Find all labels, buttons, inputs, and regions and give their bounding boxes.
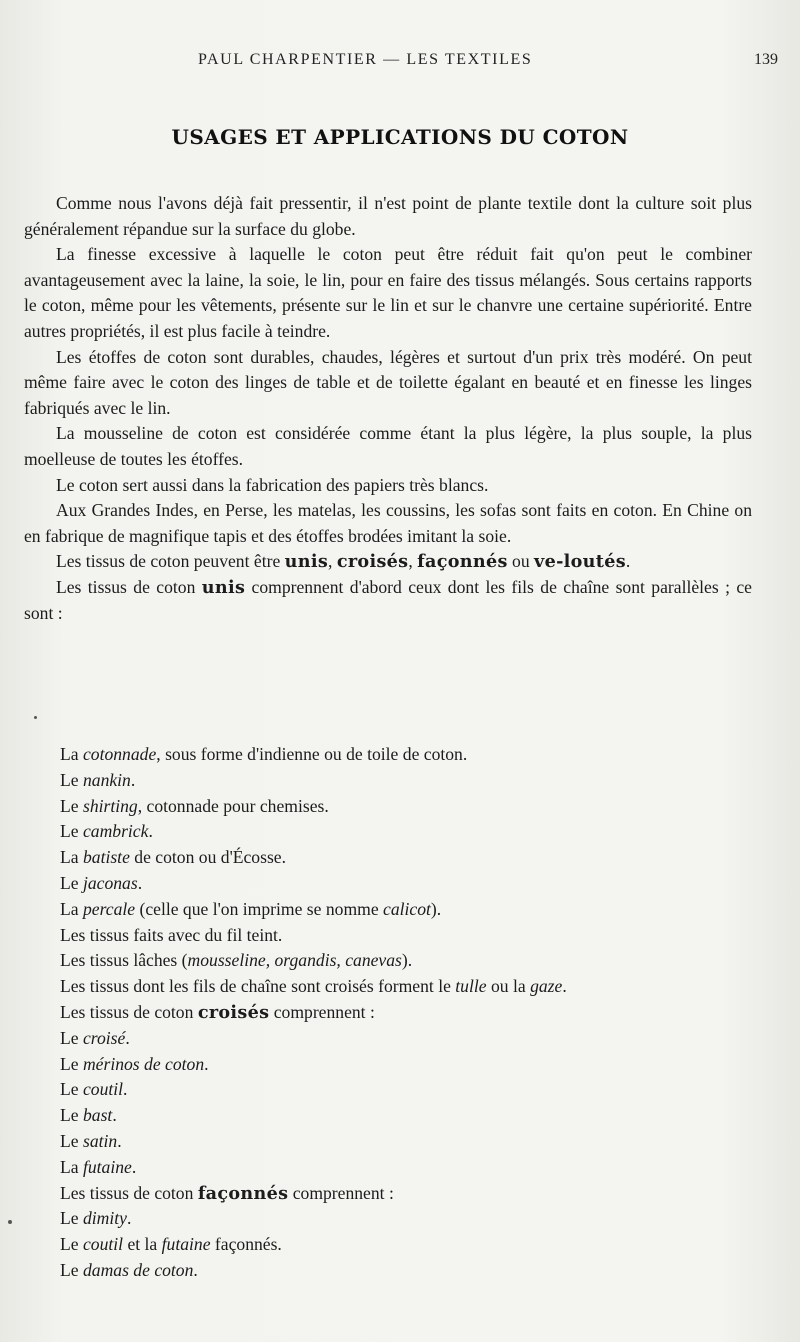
list-item bbox=[24, 1232, 752, 1258]
fabric-term: calicot bbox=[383, 898, 431, 919]
fabric-term: cambrick bbox=[82, 821, 149, 842]
term-unis: unis bbox=[284, 551, 329, 573]
text-run: ou bbox=[507, 551, 535, 572]
fabric-term: shirting bbox=[82, 795, 138, 816]
list-item: Les tissus faits avec du fil teint. bbox=[60, 924, 283, 945]
list-item bbox=[24, 1077, 752, 1103]
text-run: façonnés. bbox=[210, 1234, 282, 1255]
fabric-term: damas de coton bbox=[82, 1259, 194, 1280]
text-run: Les tissus lâches ( bbox=[60, 950, 188, 971]
list-item bbox=[24, 1103, 752, 1129]
fabric-term: cotonnade bbox=[82, 744, 157, 764]
text-run: . bbox=[112, 1105, 117, 1126]
list-item bbox=[24, 1258, 752, 1284]
fabric-term: mousseline, organdis, canevas bbox=[187, 950, 402, 971]
fabric-term: batiste bbox=[82, 847, 130, 868]
running-head bbox=[0, 51, 800, 75]
paragraph: La finesse excessive à laquelle le coton peut être réduit fait qu'on peut le combiner avantageusement avec la laine, la soie, le lin, pour en faire des tissus mélangés. Sous certains rapports le coton, même pour les vêtements, présente sur le lin et sur le chanvre une certaine supériorité. Entre autres propriétés, il est plus facile à teindre. bbox=[24, 244, 752, 341]
paragraph bbox=[24, 575, 752, 626]
fabric-term: bast bbox=[82, 1105, 113, 1126]
text-run: Le bbox=[60, 872, 83, 893]
text-run: La bbox=[60, 898, 83, 919]
text-run: Les tissus dont les fils de chaîne sont croisés forment le bbox=[60, 976, 456, 997]
fabric-term: nankin bbox=[82, 769, 131, 790]
text-run: (celle que l'on imprime se nomme bbox=[135, 898, 384, 919]
text-run: Le bbox=[60, 1259, 83, 1280]
text-run: Le bbox=[60, 1130, 83, 1151]
text-run: . bbox=[204, 1053, 209, 1074]
text-run: Le bbox=[60, 1234, 83, 1255]
fabric-term: jaconas bbox=[82, 872, 138, 893]
text-run: ). bbox=[401, 950, 413, 971]
text-run: Le bbox=[60, 1079, 83, 1100]
text-run: , sous forme d'indienne ou de toile de coton. bbox=[156, 744, 468, 764]
list-item bbox=[24, 897, 752, 923]
text-run: comprennent d'abord ceux dont les fils de chaîne sont parallèles ; ce sont : bbox=[24, 576, 752, 623]
fabric-term: futaine bbox=[161, 1234, 211, 1255]
text-run: , bbox=[408, 551, 418, 572]
text-run: . bbox=[123, 1079, 128, 1100]
text-run: comprennent : bbox=[288, 1182, 394, 1203]
text-run: . bbox=[126, 1208, 132, 1229]
text-run: . bbox=[193, 1259, 198, 1280]
term-faconnes: façonnés bbox=[197, 1182, 289, 1204]
fabric-term: percale bbox=[82, 898, 136, 919]
text-run: Les tissus de coton bbox=[60, 1001, 198, 1022]
list-item bbox=[24, 768, 752, 794]
text-run: Les tissus de coton bbox=[60, 1182, 198, 1203]
fabric-term: coutil bbox=[82, 1234, 124, 1255]
text-run: . bbox=[625, 551, 631, 572]
text-run: . bbox=[131, 1156, 137, 1177]
list-item bbox=[24, 1026, 752, 1052]
term-veloutes: ve-loutés bbox=[534, 551, 626, 573]
list-item bbox=[24, 819, 752, 845]
paragraph: Le coton sert aussi dans la fabrication des papiers très blancs. bbox=[56, 474, 489, 495]
text-run: de coton ou d'Écosse. bbox=[129, 847, 286, 868]
ink-speck bbox=[34, 716, 37, 719]
list-item bbox=[24, 845, 752, 871]
paragraph: Comme nous l'avons déjà fait pressentir, il n'est point de plante textile dont la culture soit plus généralement répandue sur la surface du globe. bbox=[24, 193, 752, 239]
text-run: La bbox=[60, 847, 83, 868]
fabric-term: croisé bbox=[82, 1027, 126, 1048]
running-title: PAUL CHARPENTIER — LES TEXTILES bbox=[198, 51, 533, 68]
text-run: ). bbox=[430, 898, 442, 919]
fabric-term: mérinos de coton bbox=[82, 1053, 205, 1074]
list-item bbox=[24, 742, 752, 768]
list-item bbox=[24, 1000, 752, 1026]
list-item bbox=[24, 1129, 752, 1155]
paragraph bbox=[24, 549, 752, 575]
term-faconnes: façonnés bbox=[417, 551, 508, 573]
text-run: La bbox=[60, 1156, 83, 1177]
paragraph: Les étoffes de coton sont durables, chaudes, légères et surtout d'un prix très modéré. On peut même faire avec le coton des linges de table et de toilette égalant en beauté et en finesse les linges fabriqués avec le lin. bbox=[24, 346, 752, 418]
text-run: La bbox=[60, 744, 83, 764]
fabric-term: futaine bbox=[82, 1156, 132, 1177]
list-item bbox=[24, 871, 752, 897]
term-croises: croisés bbox=[197, 1001, 270, 1023]
section-title: USAGES ET APPLICATIONS DU COTON bbox=[171, 125, 629, 149]
list-item bbox=[24, 1181, 752, 1207]
fabric-list bbox=[24, 742, 752, 1284]
text-run: Le bbox=[60, 1105, 83, 1126]
list-item bbox=[24, 974, 752, 1000]
text-run: . bbox=[117, 1130, 122, 1151]
list-item bbox=[24, 794, 752, 820]
term-unis: unis bbox=[201, 576, 246, 598]
text-run: Les tissus de coton peuvent être bbox=[56, 551, 285, 572]
text-run: Le bbox=[60, 1208, 83, 1229]
text-run: Le bbox=[60, 1053, 83, 1074]
term-croises: croisés bbox=[336, 551, 409, 573]
text-run: Le bbox=[60, 795, 83, 816]
fabric-term: dimity bbox=[82, 1208, 127, 1229]
text-run: . bbox=[562, 976, 567, 997]
fabric-term: gaze bbox=[530, 976, 563, 997]
fabric-term: satin bbox=[82, 1130, 118, 1151]
ink-speck bbox=[8, 1220, 12, 1224]
text-run: Le bbox=[60, 1027, 83, 1048]
paragraph: Aux Grandes Indes, en Perse, les matelas, les coussins, les sofas sont faits en coton. En Chine on en fabrique de magnifique tapis et des étoffes brodées imitant la soie. bbox=[24, 500, 752, 546]
text-run: . bbox=[130, 769, 136, 790]
text-run: Le bbox=[60, 769, 83, 790]
text-run: . bbox=[148, 821, 153, 842]
text-run: comprennent : bbox=[269, 1001, 375, 1022]
text-run: ou la bbox=[486, 976, 531, 997]
text-run: Les tissus de coton bbox=[56, 576, 202, 597]
fabric-term: coutil bbox=[82, 1079, 124, 1100]
body-text bbox=[24, 191, 752, 626]
text-run: . bbox=[125, 1027, 130, 1048]
text-run: . bbox=[137, 872, 143, 893]
page-number: 139 bbox=[754, 51, 778, 68]
paragraph: La mousseline de coton est considérée comme étant la plus légère, la plus souple, la plus moelleuse de toutes les étoffes. bbox=[24, 423, 752, 469]
text-run: Le bbox=[60, 821, 83, 842]
list-item bbox=[24, 1155, 752, 1181]
text-run: et la bbox=[123, 1234, 162, 1255]
fabric-term: tulle bbox=[455, 976, 487, 997]
list-item bbox=[24, 948, 752, 974]
text-run: , cotonnade pour chemises. bbox=[137, 795, 329, 816]
list-item bbox=[24, 1206, 752, 1232]
list-item bbox=[24, 1052, 752, 1078]
text-run: , bbox=[328, 551, 337, 572]
